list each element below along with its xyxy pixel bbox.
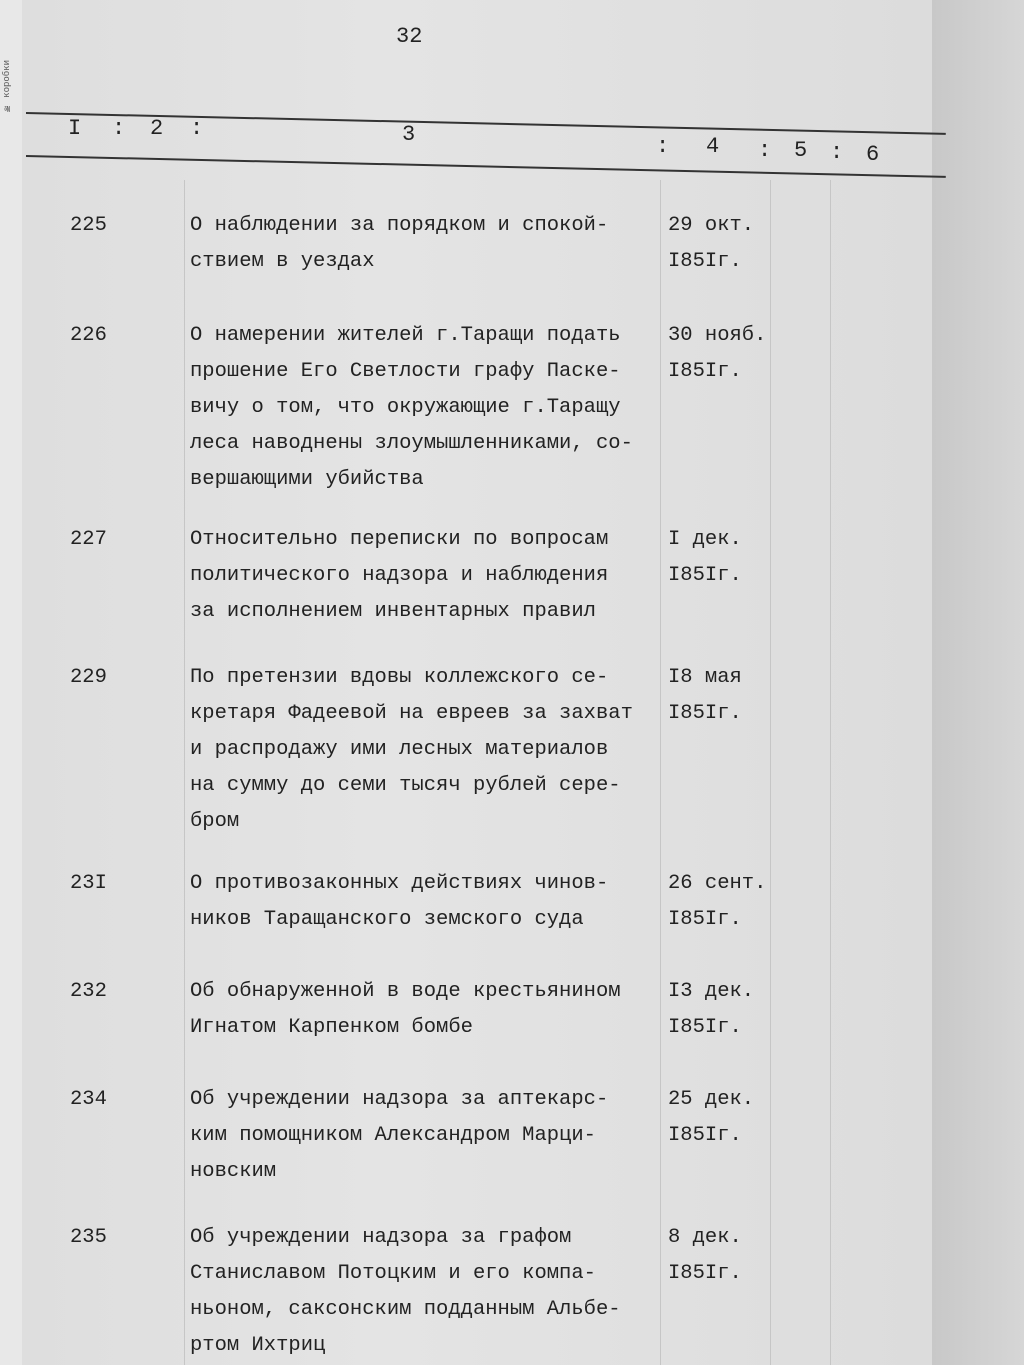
date-line: I85Iг. <box>668 702 742 725</box>
case-number: 232 <box>70 980 107 1003</box>
date-line: I3 дек. <box>668 980 755 1003</box>
case-number: 229 <box>70 666 107 689</box>
date-line: I85Iг. <box>668 360 742 383</box>
case-date <box>668 1220 742 1292</box>
date-line: I дек. <box>668 528 742 551</box>
case-description <box>190 866 665 938</box>
description-line: новским <box>190 1160 277 1183</box>
header-sep: : <box>830 140 844 165</box>
date-line: I85Iг. <box>668 1262 742 1285</box>
description-line: По претензии вдовы коллежского се- <box>190 666 609 689</box>
description-line: Об обнаруженной в воде крестьянином <box>190 980 621 1003</box>
date-line: I85Iг. <box>668 1016 742 1039</box>
description-line: Относительно переписки по вопросам <box>190 528 609 551</box>
description-line: вершающими убийства <box>190 468 424 491</box>
description-line: Об учреждении надзора за графом <box>190 1226 572 1249</box>
description-line: Станиславом Потоцким и его компа- <box>190 1262 596 1285</box>
description-line: за исполнением инвентарных правил <box>190 600 596 623</box>
date-line: I85Iг. <box>668 564 742 587</box>
description-line: ников Таращанского земского суда <box>190 908 584 931</box>
date-line: 26 сент. <box>668 872 767 895</box>
description-line: вичу о том, что окружающие г.Таращу <box>190 396 621 419</box>
header-col-5: 5 <box>794 138 808 163</box>
date-line: I85Iг. <box>668 250 742 273</box>
date-line: 25 дек. <box>668 1088 755 1111</box>
case-date <box>668 660 742 732</box>
header-col-3: 3 <box>402 122 416 147</box>
header-sep: : <box>112 116 126 141</box>
date-line: 29 окт. <box>668 214 755 237</box>
header-sep: : <box>758 138 772 163</box>
case-date <box>668 522 742 594</box>
description-line: О наблюдении за порядком и спокой- <box>190 214 609 237</box>
description-line: ньоном, саксонским подданным Альбе- <box>190 1298 621 1321</box>
case-date <box>668 318 766 390</box>
date-line: I85Iг. <box>668 908 742 931</box>
case-date <box>668 974 754 1046</box>
description-line: Игнатом Карпенком бомбе <box>190 1016 473 1039</box>
case-number: 227 <box>70 528 107 551</box>
case-number: 235 <box>70 1226 107 1249</box>
description-line: ствием в уездах <box>190 250 375 273</box>
next-page-edge <box>932 0 1024 1365</box>
description-line: бром <box>190 810 240 833</box>
header-col-2: 2 <box>150 116 164 141</box>
description-line: прошение Его Светлости графу Паске- <box>190 360 621 383</box>
header-sep: : <box>190 116 204 141</box>
date-line: 30 нояб. <box>668 324 767 347</box>
case-description <box>190 208 665 280</box>
date-line: I8 мая <box>668 666 742 689</box>
description-line: ртом Ихтриц <box>190 1334 326 1357</box>
header-col-6: 6 <box>866 142 880 167</box>
column-divider <box>830 180 831 1365</box>
header-col-4: 4 <box>706 134 720 159</box>
description-line: на сумму до семи тысяч рублей сере- <box>190 774 621 797</box>
case-description <box>190 522 665 630</box>
description-line: политического надзора и наблюдения <box>190 564 609 587</box>
case-date <box>668 1082 754 1154</box>
case-number: 234 <box>70 1088 107 1111</box>
description-line: и распродажу ими лесных материалов <box>190 738 609 761</box>
case-description <box>190 974 665 1046</box>
case-description <box>190 1082 665 1190</box>
case-description <box>190 1220 665 1364</box>
page-number: 32 <box>396 24 423 49</box>
case-date <box>668 866 766 938</box>
column-divider <box>770 180 771 1365</box>
column-divider <box>184 180 185 1365</box>
case-description <box>190 318 665 498</box>
description-line: Об учреждении надзора за аптекарс- <box>190 1088 609 1111</box>
description-line: О намерении жителей г.Таращи подать <box>190 324 621 347</box>
description-line: леса наводнены злоумышленниками, со- <box>190 432 633 455</box>
date-line: I85Iг. <box>668 1124 742 1147</box>
description-line: ким помощником Александром Марци- <box>190 1124 596 1147</box>
header-col-1: I <box>68 116 82 141</box>
spine-label: № коробки <box>2 60 12 114</box>
case-number: 23I <box>70 872 107 895</box>
description-line: кретаря Фадеевой на евреев за захват <box>190 702 633 725</box>
header-sep: : <box>656 134 670 159</box>
case-description <box>190 660 665 840</box>
case-number: 226 <box>70 324 107 347</box>
description-line: О противозаконных действиях чинов- <box>190 872 609 895</box>
date-line: 8 дек. <box>668 1226 742 1249</box>
case-number: 225 <box>70 214 107 237</box>
case-date <box>668 208 754 280</box>
